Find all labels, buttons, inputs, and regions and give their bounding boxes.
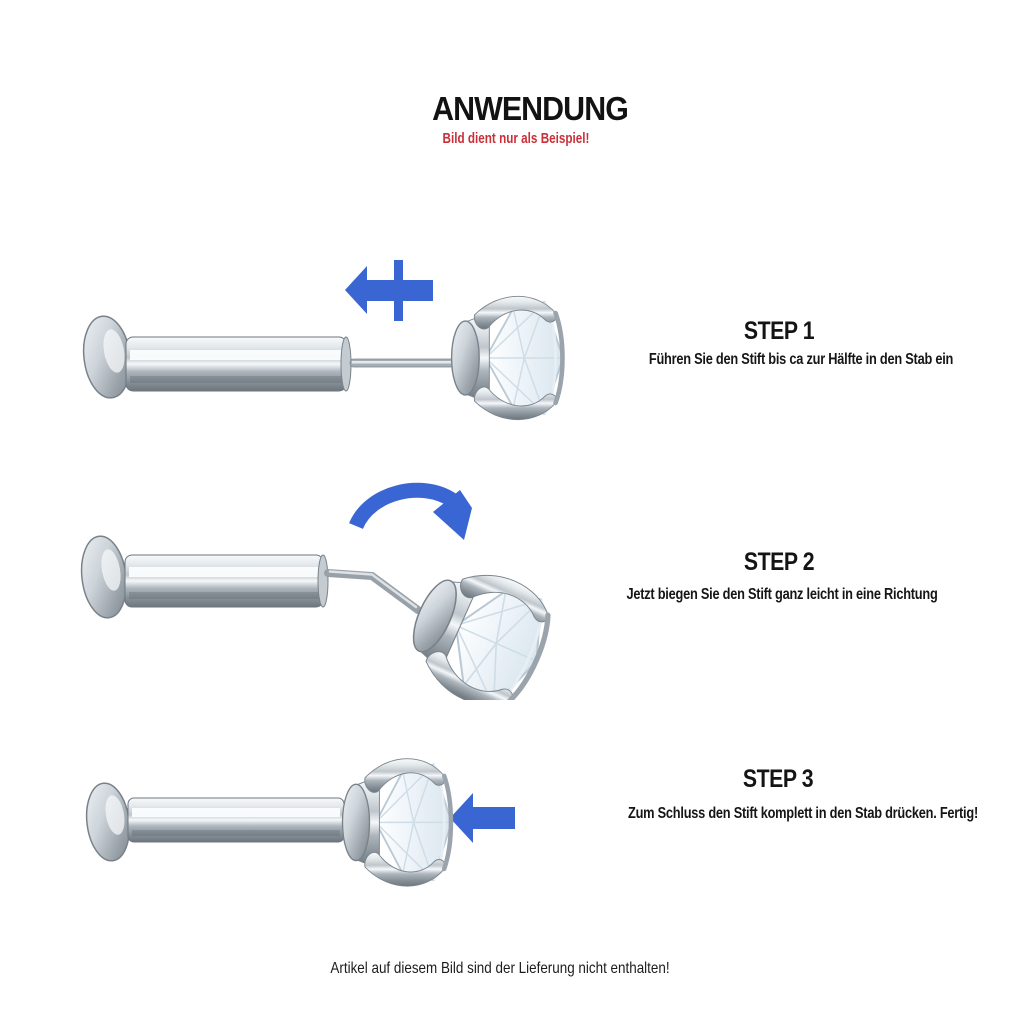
disclaimer-text: Bild dient nur als Beispiel!	[442, 130, 590, 147]
barbell-bar	[125, 555, 328, 607]
page-title: ANWENDUNG	[432, 90, 628, 127]
flat-disc-back	[77, 534, 131, 621]
step3-label: STEP 3	[742, 765, 814, 793]
step1-label: STEP 1	[743, 317, 815, 345]
insert-left-arrow-icon	[345, 260, 433, 321]
push-left-arrow-icon	[450, 793, 515, 843]
gem-setting	[452, 296, 563, 419]
step2-description: Jetzt biegen Sie den Stift ganz leicht in eine Richtung	[626, 586, 938, 603]
step1-description: Führen Sie den Stift bis ca zur Hälfte in den Stab ein	[648, 351, 954, 368]
step1-illustration	[60, 253, 580, 453]
step3-description: Zum Schluss den Stift komplett in den Stab drücken. Fertig!	[628, 805, 978, 822]
insertion-pin-bent	[328, 572, 418, 611]
step2-illustration	[40, 470, 600, 700]
gem-setting	[394, 551, 562, 700]
bend-curved-arrow-icon	[356, 490, 472, 540]
step3-illustration	[40, 730, 560, 920]
insertion-pin	[350, 359, 462, 367]
flat-disc-back	[82, 781, 133, 864]
step2-label: STEP 2	[743, 548, 815, 576]
footer-note: Artikel auf diesem Bild sind der Lieferung nicht enthalten!	[330, 960, 670, 977]
barbell-bar	[128, 798, 344, 842]
barbell-bar	[126, 337, 351, 391]
gem-setting	[343, 759, 452, 886]
